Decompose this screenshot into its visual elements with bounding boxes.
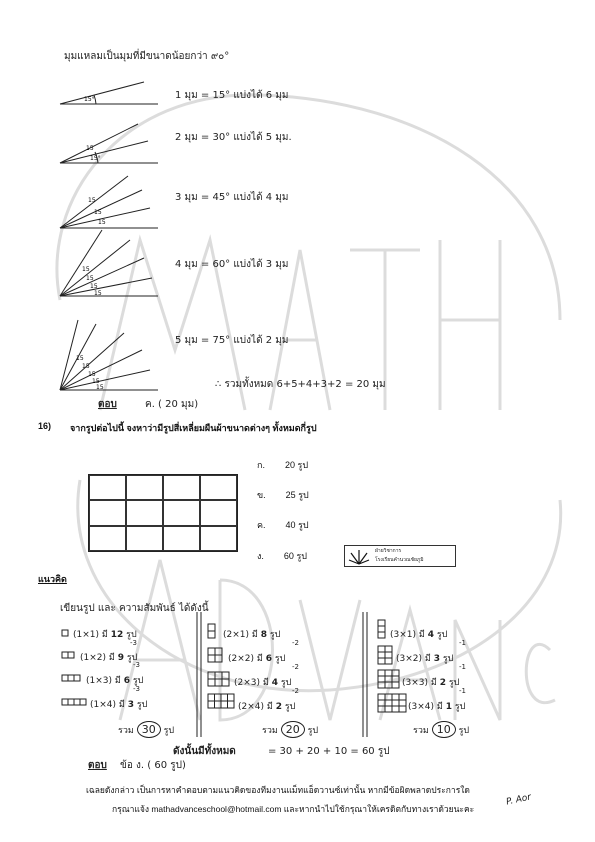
relation-row: (2×2) มี 6 รูป [228, 654, 286, 664]
relation-row: (3×3) มี 2 รูป [402, 678, 460, 688]
difference-note: -3 [133, 661, 140, 669]
relation-row: (2×4) มี 2 รูป [238, 702, 296, 712]
angle-diagram-4 [60, 230, 158, 296]
choice-a: ก. 20 รูป [257, 460, 309, 470]
relation-row: (1×2) มี 9 รูป [80, 653, 138, 663]
answer-16-label: ตอบ [88, 760, 107, 771]
difference-note: -1 [459, 639, 466, 647]
angle-label: 15 [98, 219, 106, 226]
page-heading: มุมแหลมเป็นมุมที่มีขนาดน้อยกว่า ๙๐° [64, 51, 230, 62]
difference-note: -2 [292, 687, 299, 695]
logo-text-2: โรงเรียนคำนวณชัยภูมิ [375, 557, 424, 563]
question-text: จากรูปต่อไปนี้ จงหาว่ามีรูปสี่เหลี่ยมผืนผ้าขนาดต่างๆ ทั้งหมดกี่รูป [70, 423, 317, 433]
angle-label: 15 [96, 384, 104, 391]
total-line: ∴ รวมทั้งหมด 6+5+4+3+2 = 20 มุม [215, 379, 386, 390]
relation-row: (3×1) มี 4 รูป [390, 630, 448, 640]
angle-label: 15 [90, 283, 98, 290]
angle-row-text: 1 มุม = 15° แบ่งได้ 6 มุม [175, 90, 289, 101]
relation-row: (2×1) มี 8 รูป [223, 630, 281, 640]
angle-row-text: 4 มุม = 60° แบ่งได้ 3 มุม [175, 259, 289, 270]
relation-row: (1×4) มี 3 รูป [90, 700, 148, 710]
choice-b: ข. 25 รูป [257, 490, 309, 500]
overall-calc: = 30 + 20 + 10 = 60 รูป [268, 746, 390, 757]
angle-label: 15° [90, 155, 101, 162]
question-number: 16) [38, 421, 52, 431]
column-sum: รวม 20 รูป [262, 723, 319, 736]
angle-row-text: 5 มุม = 75° แบ่งได้ 2 มุม [175, 335, 289, 346]
method-intro: เขียนรูป และ ความสัมพันธ์ ได้ดังนี้ [60, 603, 209, 614]
sun-rays-icon [348, 547, 370, 565]
difference-note: -1 [459, 687, 466, 695]
difference-note: -2 [292, 663, 299, 671]
relation-row: (3×4) มี 1 รูป [408, 702, 466, 712]
angle-diagram-2 [60, 124, 158, 163]
column-sum: รวม 30 รูป [118, 723, 175, 736]
angle-label: 15 [88, 371, 96, 378]
choice-d: ง. 60 รูป [257, 551, 307, 561]
angle-label: 15 [82, 266, 90, 273]
method-label: แนวคิด [38, 574, 67, 584]
relation-row: (3×2) มี 3 รูป [396, 654, 454, 664]
difference-note: -3 [130, 639, 137, 647]
rectangle-grid-figure [88, 474, 238, 552]
footer-line-1: เฉลยดังกล่าว เป็นการหาคำตอบตามแนวคิดของทีมงานแม็ทแอ็ดวานซ์เท่านั้น หากมีข้อผิดพลาดประการใด [86, 785, 470, 795]
overall-label: ดังนั้นมีทั้งหมด [173, 746, 236, 757]
difference-note: -2 [292, 639, 299, 647]
angle-label: 15 [82, 363, 90, 370]
difference-note: -3 [133, 685, 140, 693]
relation-row: (2×3) มี 4 รูป [234, 678, 292, 688]
angle-label: 15 [92, 378, 100, 385]
angle-diagram-3 [60, 176, 158, 228]
relation-row: (1×1) มี 12 รูป [73, 630, 137, 640]
difference-note: -1 [459, 663, 466, 671]
angle-diagram-5 [60, 320, 158, 390]
angle-row-text: 2 มุม = 30° แบ่งได้ 5 มุม. [175, 132, 292, 143]
logo-text-1: ฝ่ายวิชาการ [375, 548, 402, 554]
school-logo [344, 545, 456, 567]
angle-label: 15° [84, 96, 95, 103]
angle-label: 15 [94, 290, 102, 297]
angle-label: 15 [76, 355, 84, 362]
relation-row: (1×3) มี 6 รูป [86, 676, 144, 686]
signature: P. Aor [505, 792, 533, 808]
footer-line-2: กรุณาแจ้ง mathadvanceschool@hotmail.com และหากนำไปใช้กรุณาให้เครดิตกับทางเราด้วยนะคะ [112, 804, 475, 814]
answer-15-label: ตอบ [98, 399, 117, 410]
angle-label: 15 [86, 145, 94, 152]
angle-row-text: 3 มุม = 45° แบ่งได้ 4 มุม [175, 192, 289, 203]
angle-label: 15 [86, 275, 94, 282]
angle-diagram-1 [60, 82, 158, 104]
angle-diagrams [58, 78, 168, 398]
answer-16-value: ข้อ ง. ( 60 รูป) [120, 760, 186, 771]
answer-15-value: ค. ( 20 มุม) [145, 399, 199, 410]
angle-label: 15 [94, 209, 102, 216]
angle-label: 15 [88, 197, 96, 204]
column-sum: รวม 10 รูป [413, 723, 470, 736]
choice-c: ค. 40 รูป [257, 520, 309, 530]
